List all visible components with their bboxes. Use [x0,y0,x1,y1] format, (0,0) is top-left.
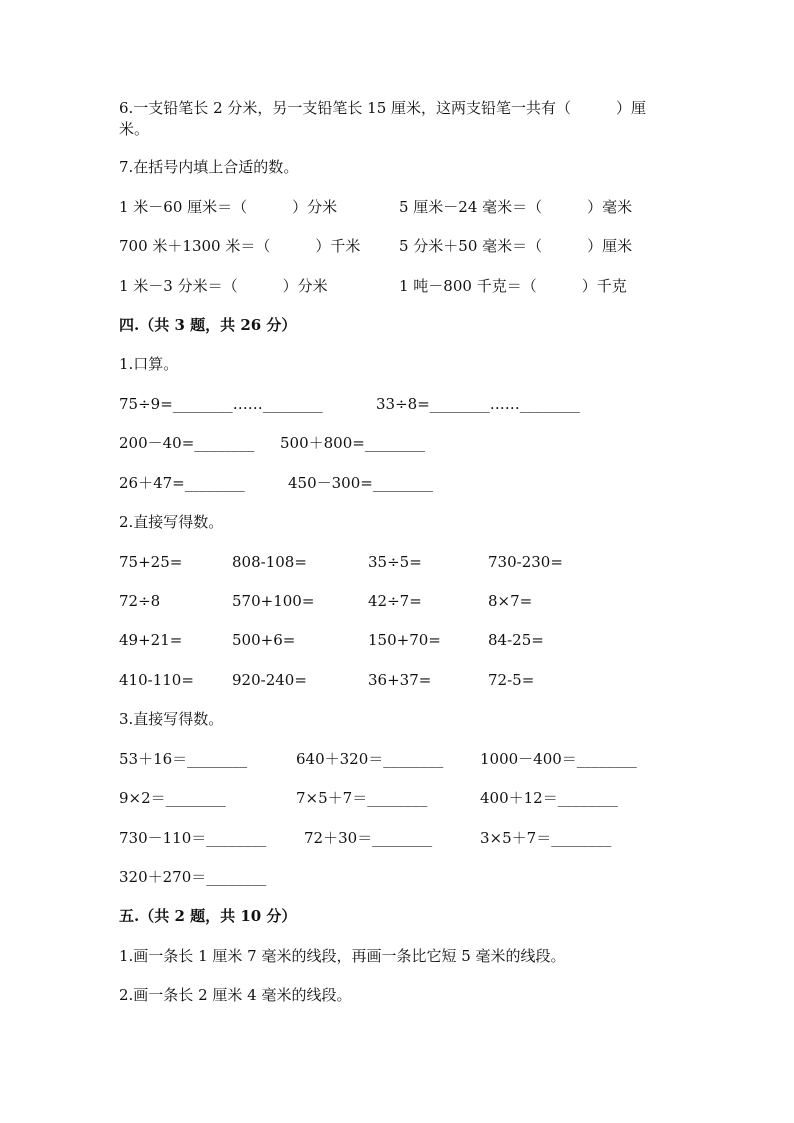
q7-item: 1 米－60 厘米＝（ ）分米 [119,198,338,216]
s5-q2: 2.画一条长 2 厘米 4 毫米的线段。 [119,986,352,1004]
q6-line-2: 米。 [119,120,150,138]
s4-q2-item: 730-230= [488,553,563,571]
s4-q2-item: 84-25= [488,631,544,649]
s4-q3-item: 730－110＝________ [119,829,267,847]
s4-q3-title: 3.直接写得数。 [119,710,224,728]
s4-q3-item: 1000－400＝________ [480,750,637,768]
q6-line-1: 6.一支铅笔长 2 分米，另一支铅笔长 15 厘米，这两支铅笔一共有（ ）厘 [119,99,647,117]
q7-item: 5 厘米－24 毫米＝（ ）毫米 [399,198,633,216]
s4-q2-item: 570+100= [232,592,315,610]
s4-q3-item: 320＋270＝________ [119,868,267,886]
s4-q2-item: 500+6= [232,631,296,649]
s4-q1-item: 450－300=________ [288,474,433,492]
q7-item: 5 分米＋50 毫米＝（ ）厘米 [399,237,633,255]
s4-q2-item: 35÷5= [368,553,422,571]
q7-item: 1 米－3 分米＝（ ）分米 [119,277,328,295]
s4-q3-item: 72＋30＝________ [304,829,433,847]
s4-q3-item: 7×5＋7＝________ [296,789,428,807]
s4-q1-title: 1.口算。 [119,355,179,373]
s4-q2-item: 920-240= [232,671,307,689]
q7-item: 1 吨－800 千克＝（ ）千克 [399,277,627,295]
s4-q1-item: 500＋800=________ [280,434,425,452]
s4-q2-item: 72-5= [488,671,535,689]
s4-q3-item: 53＋16＝________ [119,750,248,768]
q7-item: 700 米＋1300 米＝（ ）千米 [119,237,361,255]
s4-q2-item: 410-110= [119,671,194,689]
s4-q1-item: 33÷8=________……________ [376,395,580,413]
s4-q2-item: 72÷8 [119,592,161,610]
s5-q1: 1.画一条长 1 厘米 7 毫米的线段，再画一条比它短 5 毫米的线段。 [119,947,566,965]
s4-q2-item: 75+25= [119,553,183,571]
s4-q3-item: 3×5＋7＝________ [480,829,612,847]
s4-q3-item: 400＋12＝________ [480,789,618,807]
s4-q2-item: 808-108= [232,553,307,571]
s4-q1-item: 26＋47=________ [119,474,245,492]
s4-q2-item: 8×7= [488,592,533,610]
s4-q2-item: 42÷7= [368,592,422,610]
q7-title: 7.在括号内填上合适的数。 [119,158,299,176]
s4-q2-item: 49+21= [119,631,183,649]
s4-q2-title: 2.直接写得数。 [119,513,224,531]
s4-q3-item: 640＋320＝________ [296,750,444,768]
section-5-title: 五.（共 2 题，共 10 分） [119,907,297,925]
s4-q1-item: 200－40=________ [119,434,255,452]
s4-q1-item: 75÷9=________……________ [119,395,323,413]
s4-q2-item: 150+70= [368,631,441,649]
s4-q2-item: 36+37= [368,671,432,689]
section-4-title: 四.（共 3 题，共 26 分） [119,316,297,334]
s4-q3-item: 9×2＝________ [119,789,226,807]
